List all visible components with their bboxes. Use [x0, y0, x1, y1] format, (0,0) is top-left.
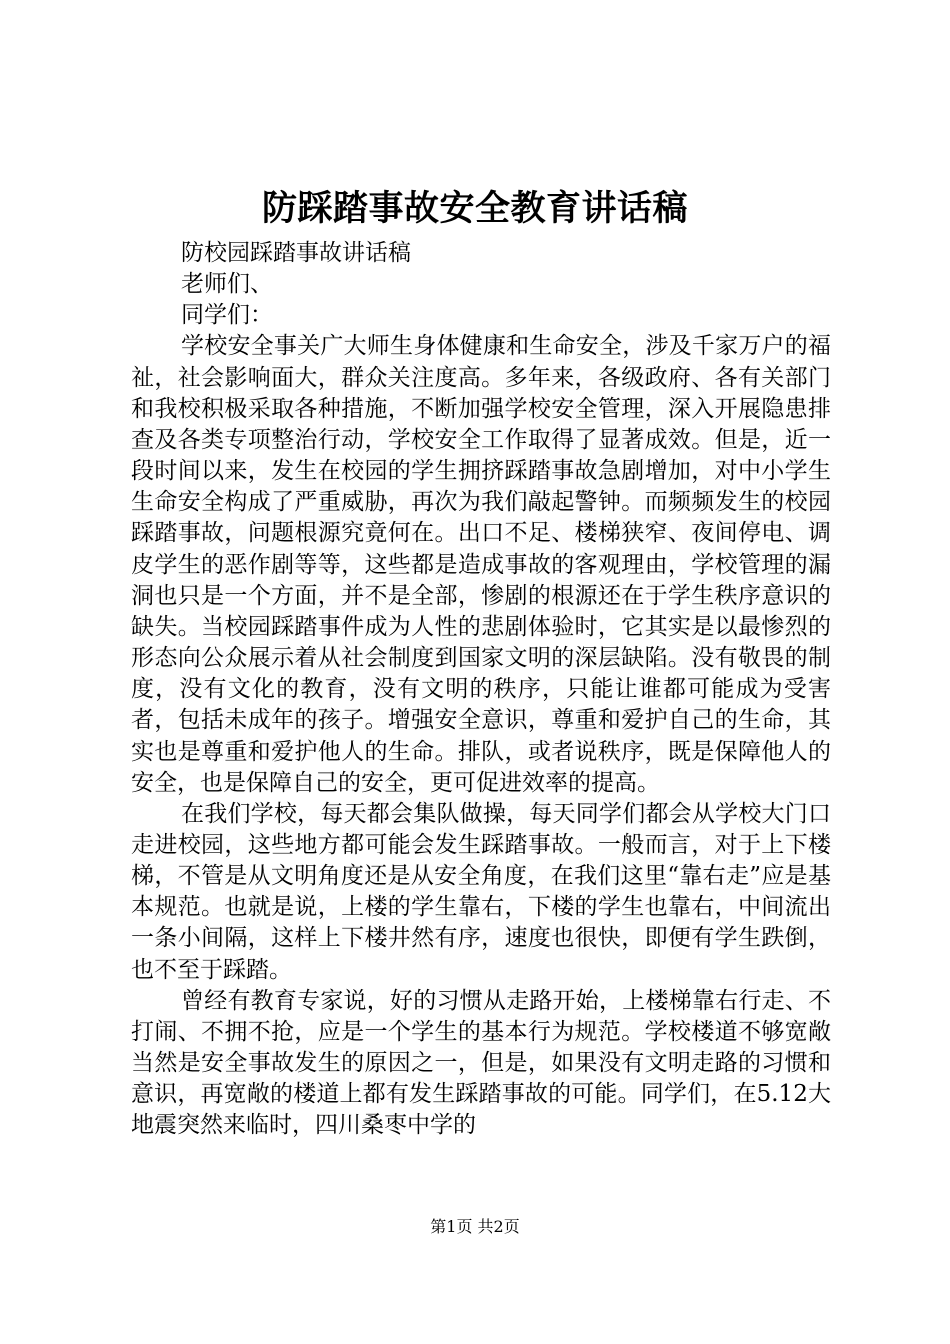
document-title: 防踩踏事故安全教育讲话稿	[261, 188, 688, 229]
paragraph-body-1: 学校安全事关广大师生身体健康和生命安全，涉及千家万户的福祉，社会影响面大，群众关注度高。多年来，各级政府、各有关部门和我校积极采取各种措施，不断加强学校安全管理，深入开展隐患排查及各类专项整治行动，学校安全工作取得了显著成效。但是，近一段时间以来，发生在校园的学生拥挤踩踏事故急剧增加，对中小学生生命安全构成了严重威胁，再次为我们敲起警钟。而频频发生的校园踩踏事故，问题根源究竟何在。出口不足、楼梯狭窄、夜间停电、调皮学生的恶作剧等等，这些都是造成事故的客观理由，学校管理的漏洞也只是一个方面，并不是全部，惨剧的根源还在于学生秩序意识的缺失。当校园踩踏事件成为人性的悲剧体验时，它其实是以最惨烈的形态向公众展示着从社会制度到国家文明的深层缺陷。没有敬畏的制度，没有文化的教育，没有文明的秩序，只能让谁都可能成为受害者，包括未成年的孩子。增强安全意识，尊重和爱护自己的生命，其实也是尊重和爱护他人的生命。排队，或者说秩序，既是保障他人的安全，也是保障自己的安全，更可促进效率的提高。	[131, 333, 831, 796]
paragraph-subtitle: 防校园踩踏事故讲话稿	[181, 240, 411, 266]
paragraph-body-2: 在我们学校，每天都会集队做操，每天同学们都会从学校大门口走进校园，这些地方都可能会发生踩踏事故。一般而言，对于上下楼梯，不管是从文明角度还是从安全角度，在我们这里“靠右走”应是基本规范。也就是说，上楼的学生靠右，下楼的学生也靠右，中间流出一条小间隔，这样上下楼井然有序，速度也很快，即便有学生跌倒，也不至于踩踏。	[131, 800, 831, 983]
document-body	[131, 238, 831, 1142]
paragraph-salutation-teachers: 老师们、	[181, 271, 273, 298]
page-footer: 第1页 共2页	[430, 1217, 520, 1236]
paragraph-salutation-students: 同学们：	[181, 302, 273, 329]
paragraph-body-3: 曾经有教育专家说，好的习惯从走路开始，上楼梯靠右行走、不打闹、不拥不抢，应是一个学生的基本行为规范。学校楼道不够宽敞当然是安全事故发生的原因之一，但是，如果没有文明走路的习惯和意识，再宽敞的楼道上都有发生踩踏事故的可能。同学们，在5.12大地震突然来临时，四川桑枣中学的	[131, 987, 831, 1139]
